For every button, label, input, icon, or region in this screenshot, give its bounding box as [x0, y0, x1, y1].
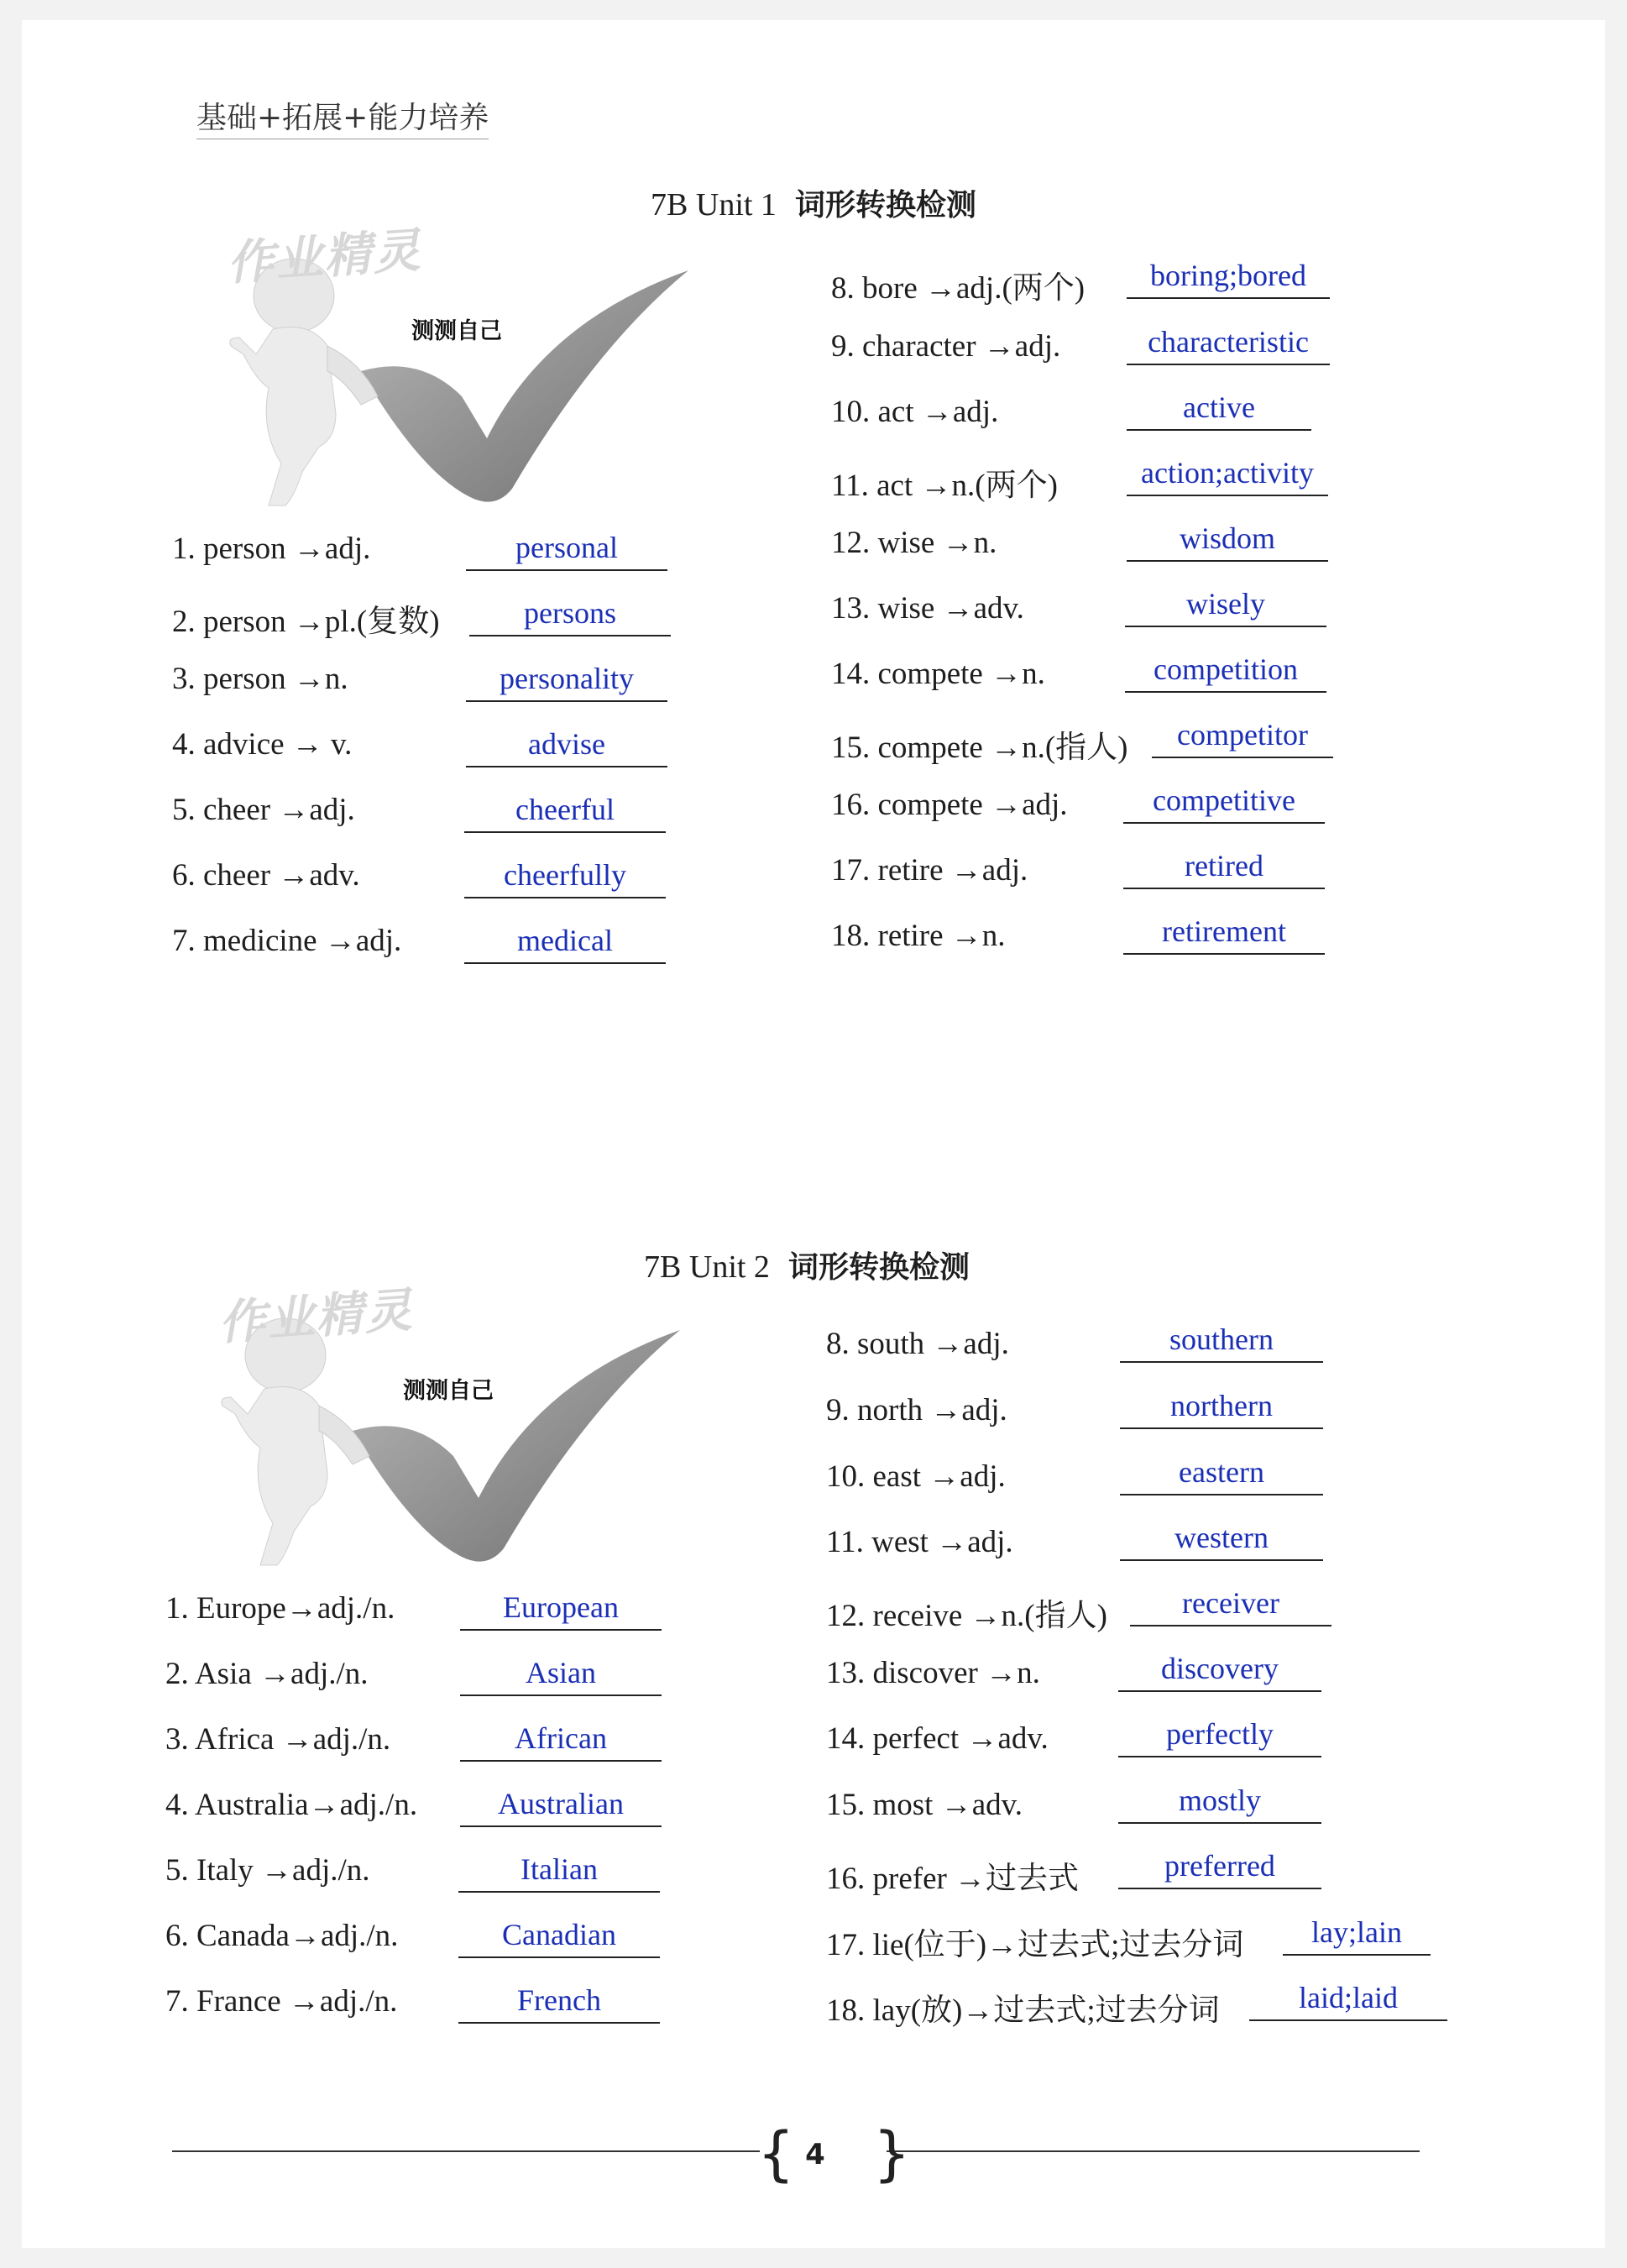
section-1-badge: 测测自己	[411, 318, 502, 344]
s1-answer-8: boring;bored	[1127, 257, 1330, 299]
s2-answer-9: northern	[1120, 1387, 1323, 1429]
s1-answer-12: wisdom	[1127, 520, 1328, 562]
s2-answer-10: eastern	[1120, 1454, 1323, 1495]
s1-answer-4: advise	[466, 725, 667, 767]
s1-item-2: 2. person →pl.(复数)	[172, 605, 440, 639]
section-2-badge: 测测自己	[403, 1378, 494, 1404]
s2-item-12: 12. receive →n.(指人)	[826, 1599, 1107, 1633]
s1-item-3: 3. person →n.	[172, 662, 348, 696]
s2-item-1: 1. Europe→adj./n.	[165, 1591, 395, 1626]
s1-item-10: 10. act →adj.	[831, 395, 999, 429]
s2-item-11: 11. west →adj.	[826, 1525, 1013, 1559]
section-1-illustration	[210, 220, 697, 497]
footer-line-left	[172, 2150, 760, 2152]
s1-item-12: 12. wise →n.	[831, 526, 997, 560]
s2-item-9: 9. north →adj.	[826, 1393, 1007, 1427]
s1-item-16: 16. compete →adj.	[831, 788, 1068, 822]
right-brace-icon: }	[873, 2119, 911, 2188]
left-brace-icon: {	[757, 2119, 795, 2188]
s2-answer-3: African	[460, 1720, 662, 1762]
s2-answer-16: preferred	[1118, 1847, 1321, 1889]
section-2-title-en: 7B Unit 2	[644, 1249, 770, 1285]
s1-answer-5: cheerful	[464, 791, 666, 833]
section-2-watermark: 作业精灵	[217, 1282, 416, 1352]
s2-answer-13: discovery	[1118, 1650, 1321, 1692]
s2-answer-6: Canadian	[458, 1916, 660, 1958]
s2-item-16: 16. prefer →过去式	[826, 1862, 1080, 1896]
s2-answer-8: southern	[1120, 1321, 1323, 1363]
s1-answer-13: wisely	[1125, 585, 1326, 627]
s2-answer-14: perfectly	[1118, 1715, 1321, 1757]
s2-item-17: 17. lie(位于)→过去式;过去分词	[826, 1928, 1244, 1962]
s2-answer-4: Australian	[460, 1785, 662, 1827]
s1-item-17: 17. retire →adj.	[831, 853, 1028, 888]
footer-line-right	[887, 2150, 1420, 2152]
s1-item-11: 11. act →n.(两个)	[831, 469, 1058, 503]
s2-answer-17: lay;lain	[1283, 1914, 1431, 1956]
s2-item-14: 14. perfect →adv.	[826, 1721, 1049, 1756]
s2-answer-2: Asian	[460, 1654, 662, 1696]
s1-answer-15: competitor	[1152, 716, 1333, 758]
s1-answer-11: action;activity	[1127, 454, 1328, 496]
s2-item-13: 13. discover →n.	[826, 1656, 1040, 1690]
s1-answer-14: competition	[1125, 651, 1326, 693]
s2-item-6: 6. Canada→adj./n.	[165, 1919, 399, 1953]
section-1-title-zh: 词形转换检测	[794, 188, 976, 223]
s1-item-8: 8. bore →adj.(两个)	[831, 271, 1086, 306]
s1-answer-9: characteristic	[1127, 323, 1330, 365]
s2-answer-15: mostly	[1118, 1782, 1321, 1824]
s1-answer-2: persons	[469, 594, 671, 636]
s1-answer-1: personal	[466, 529, 667, 571]
s2-item-4: 4. Australia→adj./n.	[165, 1788, 418, 1822]
section-1-title	[0, 181, 1627, 224]
s1-answer-17: retired	[1123, 847, 1325, 889]
s2-item-15: 15. most →adv.	[826, 1788, 1023, 1822]
s2-item-2: 2. Asia →adj./n.	[165, 1657, 369, 1691]
s1-answer-18: retirement	[1123, 913, 1325, 955]
s2-answer-12: receiver	[1130, 1584, 1331, 1626]
s1-item-18: 18. retire →n.	[831, 919, 1006, 953]
s2-answer-5: Italian	[458, 1851, 660, 1893]
section-1-title-en: 7B Unit 1	[651, 187, 777, 223]
s2-item-3: 3. Africa →adj./n.	[165, 1722, 391, 1757]
header: 基础+拓展+能力培养	[196, 94, 489, 139]
s2-answer-7: French	[458, 1982, 660, 2024]
s1-answer-3: personality	[466, 660, 667, 702]
s1-answer-6: cheerfully	[464, 856, 666, 898]
s2-answer-1: European	[460, 1589, 662, 1631]
page-number: 4	[805, 2138, 825, 2171]
s1-item-13: 13. wise →adv.	[831, 591, 1024, 626]
s1-item-6: 6. cheer →adv.	[172, 858, 360, 893]
s2-item-8: 8. south →adj.	[826, 1327, 1009, 1361]
s2-item-18: 18. lay(放)→过去式;过去分词	[826, 1993, 1220, 2028]
s1-answer-16: competitive	[1123, 782, 1325, 824]
s1-answer-7: medical	[464, 922, 666, 964]
s1-item-5: 5. cheer →adj.	[172, 793, 355, 827]
s1-item-14: 14. compete →n.	[831, 657, 1045, 691]
s1-answer-10: active	[1127, 389, 1311, 431]
s1-item-7: 7. medicine →adj.	[172, 924, 402, 958]
s2-item-7: 7. France →adj./n.	[165, 1984, 398, 2019]
s1-item-9: 9. character →adj.	[831, 329, 1061, 364]
s1-item-1: 1. person →adj.	[172, 532, 371, 566]
s1-item-4: 4. advice → v.	[172, 727, 353, 762]
section-2-illustration	[201, 1280, 688, 1557]
s1-item-15: 15. compete →n.(指人)	[831, 731, 1128, 765]
section-2-title-zh: 词形转换检测	[787, 1250, 970, 1285]
s2-answer-11: western	[1120, 1519, 1323, 1561]
section-1-watermark: 作业精灵	[225, 223, 424, 292]
s2-item-5: 5. Italy →adj./n.	[165, 1853, 370, 1888]
s2-item-10: 10. east →adj.	[826, 1459, 1006, 1494]
s2-answer-18: laid;laid	[1249, 1979, 1447, 2021]
